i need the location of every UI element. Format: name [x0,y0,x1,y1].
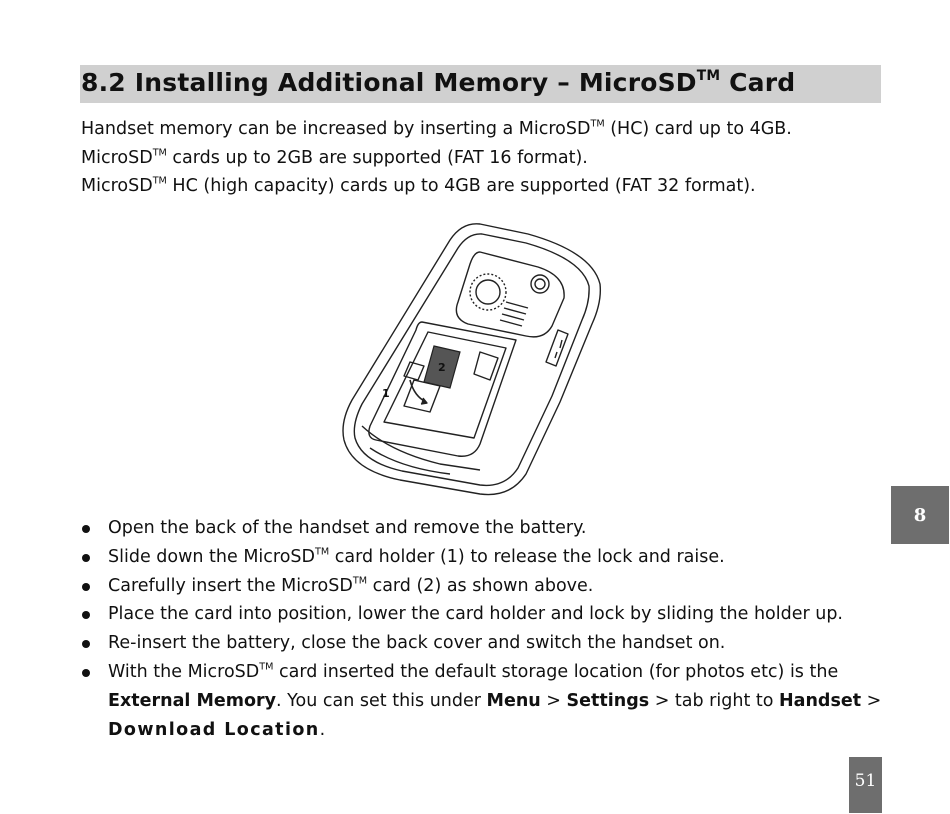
intro-line-1: Handset memory can be increased by inserting a MicroSD™ (HC) card up to 4GB. [81,118,792,139]
camera-module [456,252,564,337]
step-item: Slide down the MicroSD™ card holder (1) to release the lock and raise. [80,543,885,572]
bullet-icon [82,611,90,619]
download-location-term: Download Location [108,719,320,740]
section-heading: 8.2 Installing Additional Memory – MicroSD™ Card [81,68,796,97]
bullet-icon [82,554,90,562]
vent-lines [500,302,528,326]
menu-term: Menu [486,690,541,711]
figure-label-1: 1 [382,387,390,400]
settings-term: Settings [566,690,650,711]
chapter-tab: 8 [891,486,949,544]
figure-label-2: 2 [438,361,446,374]
step-item: Place the card into position, lower the card holder and lock by sliding the holder up. [80,600,885,629]
intro-line-3: MicroSD™ HC (high capacity) cards up to 4GB are supported (FAT 32 format). [81,175,756,197]
step-item: Re-insert the battery, close the back cover and switch the handset on. [80,629,885,658]
installation-steps [80,514,885,744]
step-item: With the MicroSD™ card inserted the default storage location (for photos etc) is the External Memory. You can set this under Menu > Settings > tab right to Handset > Download Location. [80,658,885,744]
page-number: 51 [849,757,882,813]
bullet-icon [82,583,90,591]
external-memory-term: External Memory [108,690,277,711]
battery-compartment [369,322,516,456]
bullet-icon [82,669,90,677]
bullet-icon [82,525,90,533]
handset-illustration [330,212,620,512]
handset-body-inner [354,234,589,485]
intro-text [81,115,881,201]
camera-lens-icon [531,275,549,293]
step-item: Open the back of the handset and remove the battery. [80,514,885,543]
step-item: Carefully insert the MicroSD™ card (2) as shown above. [80,572,885,601]
intro-line-2: MicroSD™ cards up to 2GB are supported (FAT 16 format). [81,147,588,168]
bullet-icon [82,640,90,648]
handset-term: Handset [779,690,862,711]
side-keys [546,330,568,366]
